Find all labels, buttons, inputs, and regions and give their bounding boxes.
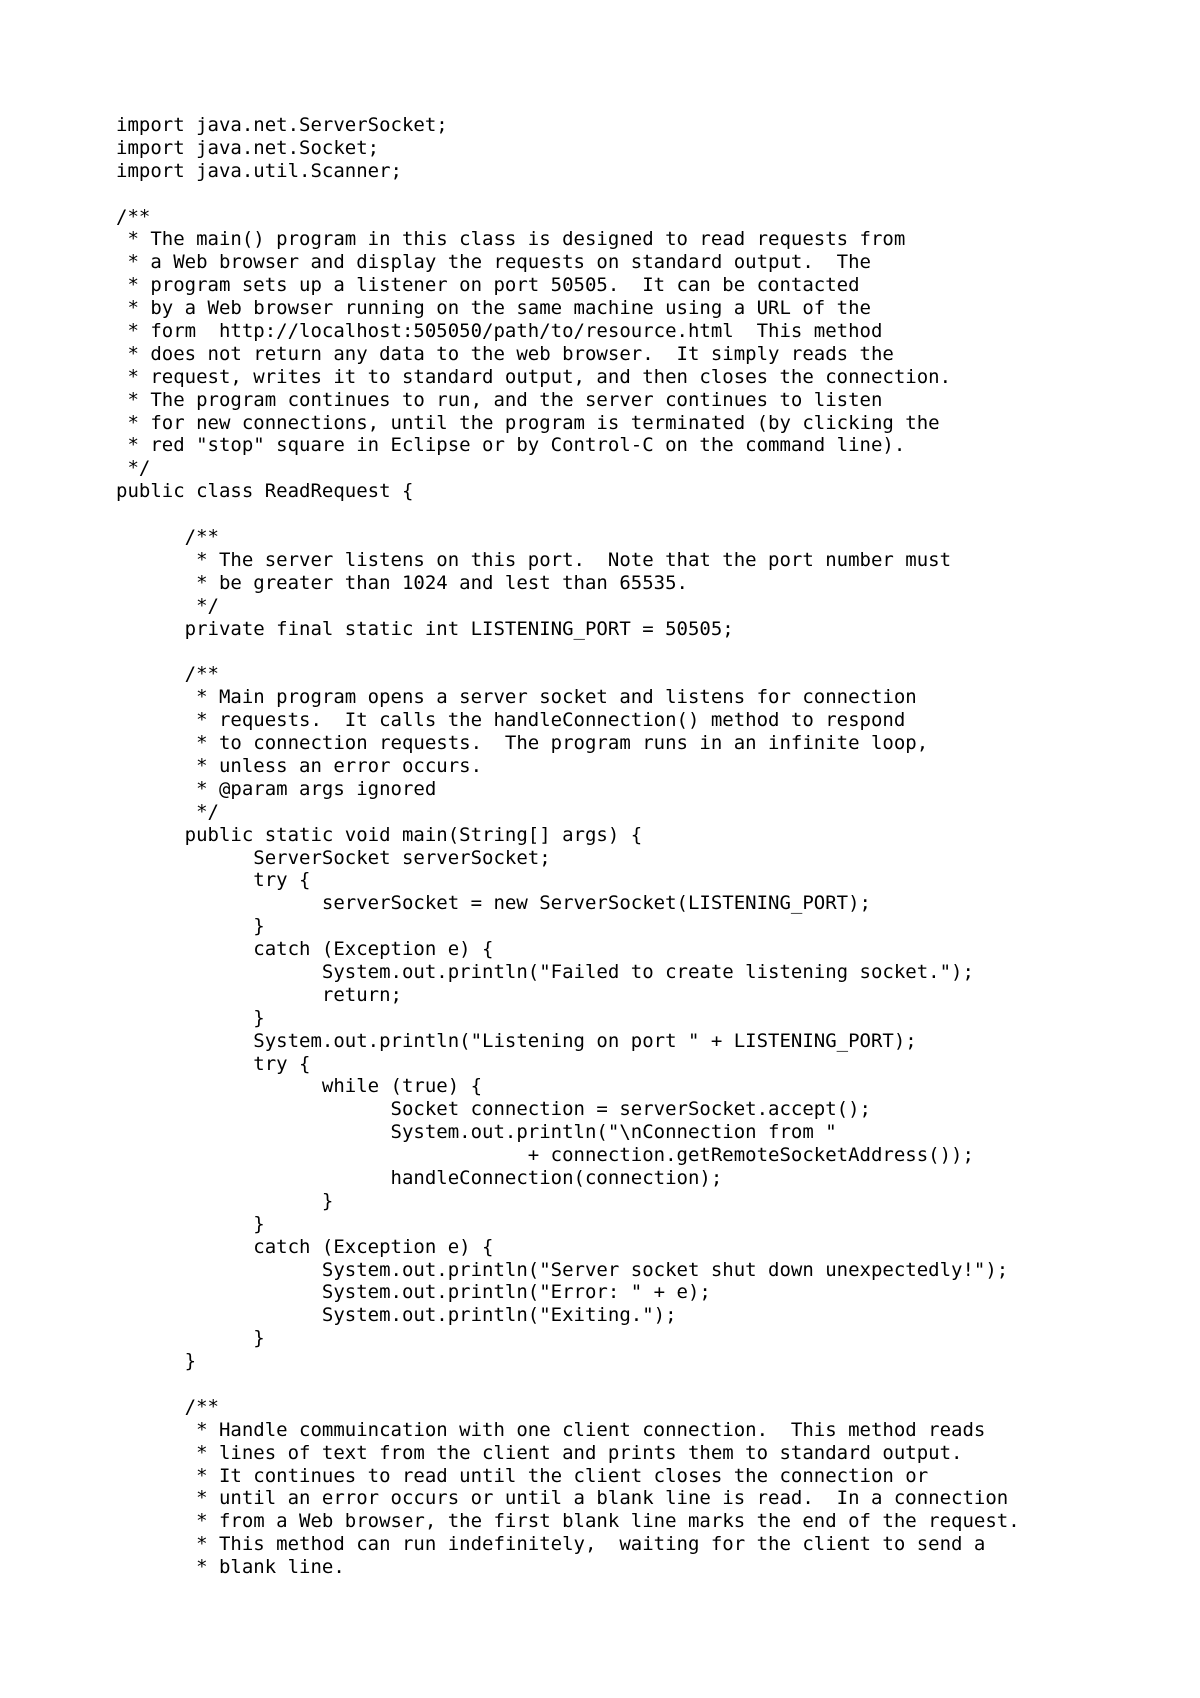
code-line: System.out.println("Exiting."); bbox=[116, 1304, 677, 1327]
code-line: ServerSocket serverSocket; bbox=[116, 846, 551, 869]
code-line: * program sets up a listener on port 50505. It can be contacted bbox=[116, 274, 860, 297]
code-line: * does not return any data to the web browser. It simply reads the bbox=[116, 342, 894, 365]
code-line: * Main program opens a server socket and listens for connection bbox=[116, 686, 917, 709]
code-line: * requests. It calls the handleConnection() method to respond bbox=[116, 709, 906, 732]
code-line: */ bbox=[116, 800, 219, 823]
code-line: * The server listens on this port. Note that the port number must bbox=[116, 548, 952, 571]
code-line: System.out.println("Listening on port " + LISTENING_PORT); bbox=[116, 1029, 917, 1052]
code-line: import java.net.ServerSocket; bbox=[116, 114, 448, 136]
code-line: /** bbox=[116, 205, 151, 228]
code-line: /** bbox=[116, 663, 219, 686]
code-line bbox=[116, 640, 1020, 663]
code-line: * unless an error occurs. bbox=[116, 754, 483, 777]
code-line: /** bbox=[116, 1395, 219, 1418]
code-line: } bbox=[116, 1006, 265, 1029]
code-line: } bbox=[116, 1189, 334, 1212]
code-line: while (true) { bbox=[116, 1075, 483, 1098]
code-line: serverSocket = new ServerSocket(LISTENING_PORT); bbox=[116, 892, 871, 915]
code-line: */ bbox=[116, 594, 219, 617]
code-line: } bbox=[116, 1327, 265, 1350]
code-line: Socket connection = serverSocket.accept(); bbox=[116, 1098, 871, 1121]
code-line bbox=[116, 1373, 1020, 1396]
code-line: */ bbox=[116, 457, 151, 480]
code-line: return; bbox=[116, 983, 402, 1006]
code-line: } bbox=[116, 1350, 197, 1373]
code-line: System.out.println("\nConnection from " bbox=[116, 1121, 837, 1144]
code-line: * @param args ignored bbox=[116, 777, 437, 800]
code-line bbox=[116, 503, 1020, 526]
code-line: * form http://localhost:505050/path/to/resource.html This method bbox=[116, 320, 883, 343]
code-line: + connection.getRemoteSocketAddress()); bbox=[116, 1144, 974, 1167]
code-line: System.out.println("Server socket shut down unexpectedly!"); bbox=[116, 1258, 1009, 1281]
code-line: try { bbox=[116, 1052, 311, 1075]
code-line: handleConnection(connection); bbox=[116, 1166, 723, 1189]
code-line: /** bbox=[116, 526, 219, 549]
code-line: * The main() program in this class is designed to read requests from bbox=[116, 228, 906, 251]
code-line: * request, writes it to standard output, and then closes the connection. bbox=[116, 365, 952, 388]
code-line: System.out.println("Error: " + e); bbox=[116, 1281, 711, 1304]
code-line: private final static int LISTENING_PORT = 50505; bbox=[116, 617, 734, 640]
code-line: * a Web browser and display the requests on standard output. The bbox=[116, 251, 871, 274]
code-line: * blank line. bbox=[116, 1556, 345, 1579]
code-line: * by a Web browser running on the same machine using a URL of the bbox=[116, 297, 871, 320]
code-line: * from a Web browser, the first blank line marks the end of the request. bbox=[116, 1510, 1020, 1533]
code-line: import java.util.Scanner; bbox=[116, 159, 402, 182]
code-line: System.out.println("Failed to create listening socket."); bbox=[116, 960, 974, 983]
code-line: public class ReadRequest { bbox=[116, 480, 414, 503]
code-line: * for new connections, until the program is terminated (by clicking the bbox=[116, 411, 940, 434]
code-line: * The program continues to run, and the server continues to listen bbox=[116, 388, 883, 411]
code-line: * This method can run indefinitely, waiting for the client to send a bbox=[116, 1533, 986, 1556]
code-line: * red "stop" square in Eclipse or by Control-C on the command line). bbox=[116, 434, 906, 457]
code-line: public static void main(String[] args) { bbox=[116, 823, 643, 846]
code-line: * until an error occurs or until a blank line is read. In a connection bbox=[116, 1487, 1009, 1510]
code-line: * be greater than 1024 and lest than 65535. bbox=[116, 571, 688, 594]
code-line: catch (Exception e) { bbox=[116, 938, 494, 961]
code-line: * Handle commuincation with one client connection. This method reads bbox=[116, 1418, 986, 1441]
code-line: } bbox=[116, 1212, 265, 1235]
java-source-listing bbox=[116, 114, 1020, 1579]
code-line: * lines of text from the client and prints them to standard output. bbox=[116, 1441, 963, 1464]
code-line: * to connection requests. The program runs in an infinite loop, bbox=[116, 732, 929, 755]
code-line: import java.net.Socket; bbox=[116, 136, 380, 159]
code-line: try { bbox=[116, 869, 311, 892]
code-line: * It continues to read until the client closes the connection or bbox=[116, 1464, 929, 1487]
code-line: } bbox=[116, 915, 265, 938]
code-line bbox=[116, 183, 1020, 206]
code-line: catch (Exception e) { bbox=[116, 1235, 494, 1258]
